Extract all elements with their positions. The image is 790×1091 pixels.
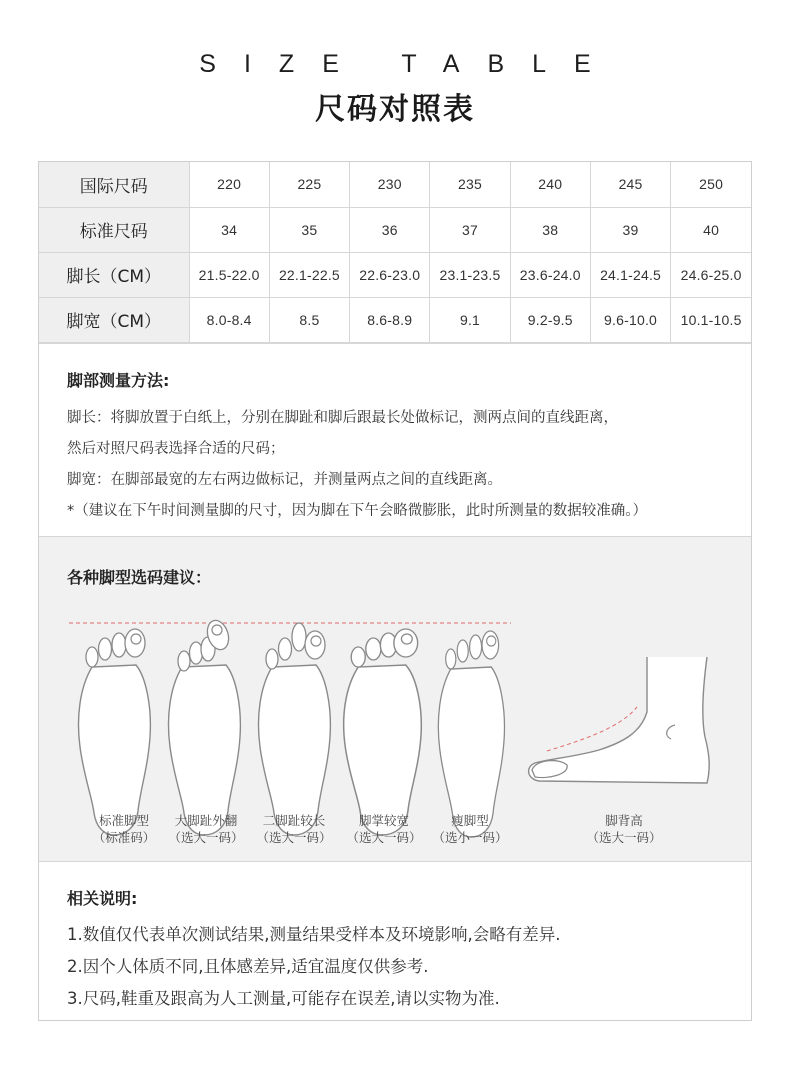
foot-type-name: 二脚趾较长	[262, 813, 326, 828]
foot-type-advice: （选小一码）	[432, 830, 508, 845]
title-chinese: 尺码对照表	[315, 92, 475, 127]
table-cell: 230	[350, 162, 430, 207]
row-label: 国际尺码	[39, 162, 189, 207]
table-cell: 9.6-10.0	[590, 297, 670, 342]
foot-type-advice: （标准码）	[92, 830, 156, 845]
table-cell: 22.6-23.0	[350, 252, 430, 297]
measure-title: 脚部测量方法:	[67, 371, 170, 390]
title-english: SIZE TABLE	[199, 50, 619, 78]
foot-type-caption	[161, 812, 251, 846]
size-table	[39, 162, 751, 343]
measure-line: 脚长：将脚放置于白纸上，分别在脚趾和脚后跟最长处做标记，测两点间的直线距离，	[67, 410, 618, 426]
slim-foot-icon	[438, 631, 504, 837]
table-cell: 34	[189, 207, 269, 252]
table-cell: 39	[590, 207, 670, 252]
high-instep-foot-icon	[529, 657, 710, 783]
row-label: 脚长（CM）	[39, 252, 189, 297]
measure-method-section	[39, 343, 751, 536]
foot-type-name: 大脚趾外翻	[174, 813, 238, 828]
table-cell: 8.0-8.4	[189, 297, 269, 342]
foot-type-caption	[249, 812, 339, 846]
foot-type-advice: （选大一码）	[168, 830, 244, 845]
note-line: 1.数值仅代表单次测试结果,测量结果受样本及环境影响,会略有差异.	[67, 925, 561, 944]
foot-type-caption	[339, 812, 429, 846]
table-row	[39, 252, 751, 297]
foot-types-section	[39, 536, 751, 862]
header	[0, 0, 790, 160]
table-cell: 23.6-24.0	[510, 252, 590, 297]
table-cell: 9.2-9.5	[510, 297, 590, 342]
table-cell: 36	[350, 207, 430, 252]
table-cell: 24.1-24.5	[590, 252, 670, 297]
notes-section	[39, 862, 751, 1020]
table-cell: 38	[510, 207, 590, 252]
table-row	[39, 297, 751, 342]
foot-type-advice: （选大一码）	[346, 830, 422, 845]
table-cell: 235	[430, 162, 510, 207]
table-cell: 40	[671, 207, 751, 252]
table-cell: 23.1-23.5	[430, 252, 510, 297]
note-line: 3.尺码,鞋重及跟高为人工测量,可能存在误差,请以实物为准.	[67, 989, 500, 1008]
foot-type-caption	[425, 812, 515, 846]
standard-foot-icon	[79, 629, 151, 835]
foot-type-name: 瘦脚型	[451, 813, 489, 828]
foot-types-title: 各种脚型选码建议：	[67, 568, 212, 587]
table-cell: 37	[430, 207, 510, 252]
table-cell: 225	[269, 162, 349, 207]
table-cell: 240	[510, 162, 590, 207]
table-cell: 10.1-10.5	[671, 297, 751, 342]
table-row	[39, 162, 751, 207]
note-line: 2.因个人体质不同,且体感差异,适宜温度仅供参考.	[67, 957, 429, 976]
foot-type-caption	[79, 812, 169, 846]
foot-type-name: 标准脚型	[98, 813, 149, 828]
table-cell: 22.1-22.5	[269, 252, 349, 297]
wide-foot-icon	[344, 629, 422, 835]
table-cell: 220	[189, 162, 269, 207]
row-label: 标准尺码	[39, 207, 189, 252]
long-second-toe-foot-icon	[259, 623, 331, 835]
foot-type-name: 脚掌较宽	[358, 813, 409, 828]
measure-line: *（建议在下午时间测量脚的尺寸，因为脚在下午会略微膨胀，此时所测量的数据较准确。）	[67, 503, 647, 519]
table-cell: 35	[269, 207, 349, 252]
table-cell: 245	[590, 162, 670, 207]
foot-type-name: 脚背高	[605, 813, 643, 828]
table-cell: 250	[671, 162, 751, 207]
table-cell: 8.6-8.9	[350, 297, 430, 342]
row-label: 脚宽（CM）	[39, 297, 189, 342]
foot-type-advice: （选大一码）	[586, 830, 662, 845]
table-cell: 21.5-22.0	[189, 252, 269, 297]
table-cell: 8.5	[269, 297, 349, 342]
measure-line: 然后对照尺码表选择合适的尺码；	[67, 441, 285, 457]
foot-type-caption	[579, 812, 669, 846]
table-row	[39, 207, 751, 252]
foot-type-advice: （选大一码）	[256, 830, 332, 845]
bunion-foot-icon	[169, 618, 241, 835]
measure-line: 脚宽：在脚部最宽的左右两边做标记，并测量两点之间的直线距离。	[67, 472, 502, 488]
table-cell: 9.1	[430, 297, 510, 342]
table-cell: 24.6-25.0	[671, 252, 751, 297]
content-frame	[38, 161, 752, 1021]
notes-title: 相关说明:	[67, 889, 138, 908]
